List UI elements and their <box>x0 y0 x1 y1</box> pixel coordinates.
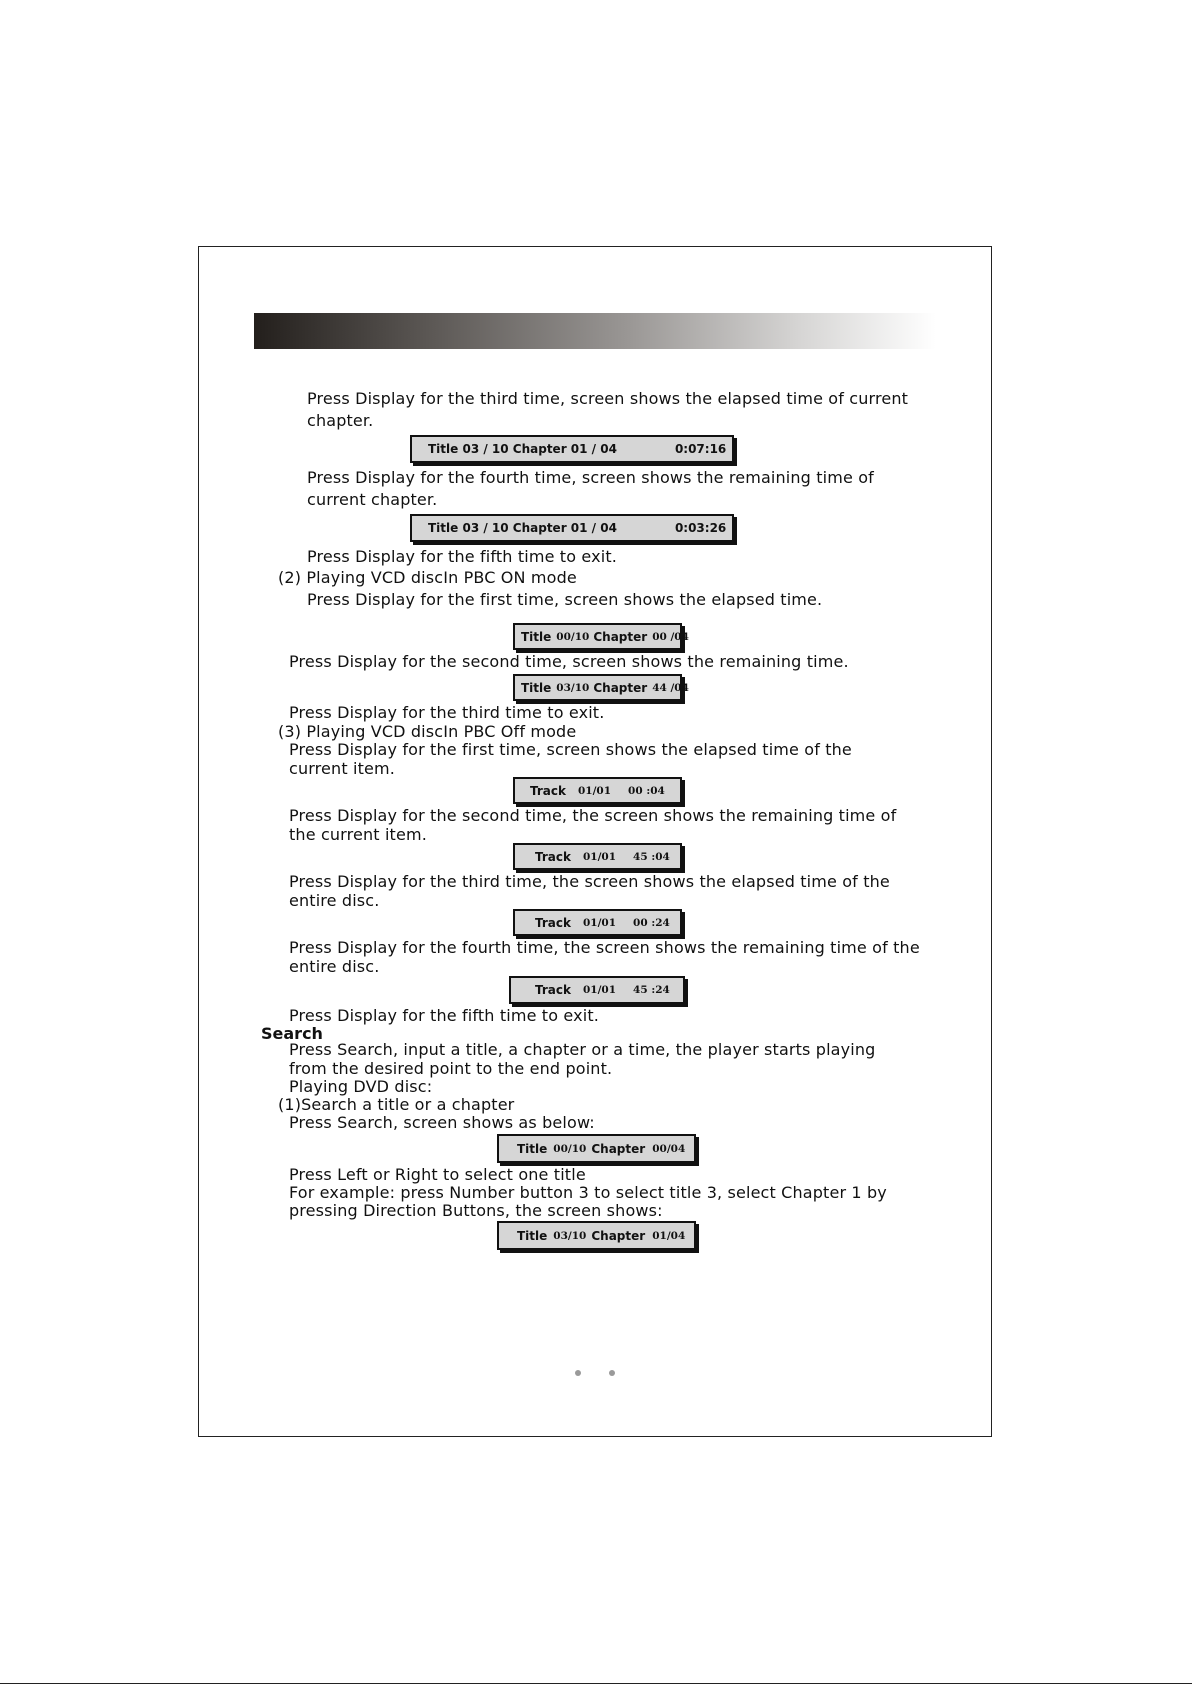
display-box-track-remaining-disc <box>509 976 685 1004</box>
display-title-label: Title <box>517 1141 548 1156</box>
display-box-track-remaining-item <box>513 843 682 870</box>
display-box-elapsed-chapter <box>410 435 734 463</box>
display-title-number: 03/10 <box>556 681 590 694</box>
display-chapter-label: Chapter <box>593 629 648 644</box>
paragraph-line: current chapter. <box>307 490 438 509</box>
paragraph-line: Press Display for the second time, screen shows the remaining time. <box>289 652 849 671</box>
display-box-search-selected <box>497 1221 696 1250</box>
display-box-track-elapsed-item <box>513 777 682 804</box>
display-track-number: 01/01 <box>582 916 617 929</box>
paragraph-line: chapter. <box>307 411 374 430</box>
display-chapter-number: 00 /04 <box>652 630 689 643</box>
display-chapter-number: 01/04 <box>652 1229 686 1242</box>
display-time: 0:03:26 <box>674 521 727 535</box>
display-time: 0:07:16 <box>674 442 727 456</box>
bottom-rule <box>0 1683 1192 1684</box>
display-track-number: 01/01 <box>577 784 612 797</box>
display-track-number: 01/01 <box>582 984 617 996</box>
display-label: Title 03 / 10 Chapter 01 / 04 <box>428 442 617 456</box>
paragraph-line: Press Search, input a title, a chapter or a time, the player starts playing <box>289 1040 876 1059</box>
paragraph-line: Press Display for the third time, the screen shows the elapsed time of the <box>289 872 890 891</box>
subsection-heading: (1)Search a title or a chapter <box>278 1095 515 1114</box>
paragraph-line: Press Display for the fifth time to exit. <box>289 1006 599 1025</box>
display-title-number: 00/10 <box>553 1142 587 1155</box>
display-track-time: 45 :24 <box>633 984 670 996</box>
display-track-label: Track <box>535 849 571 864</box>
paragraph-line: Press Display for the second time, the screen shows the remaining time of <box>289 806 897 825</box>
paragraph-line: Press Display for the third time, screen shows the elapsed time of current <box>307 389 909 408</box>
display-track-label: Track <box>535 915 571 930</box>
display-track-number: 01/01 <box>582 850 617 863</box>
display-box-track-elapsed-disc <box>513 909 682 936</box>
display-title-number: 00/10 <box>556 630 590 643</box>
display-chapter-label: Chapter <box>593 680 648 695</box>
paragraph-line: Press Left or Right to select one title <box>289 1165 586 1184</box>
paragraph-line: Press Display for the third time to exit. <box>289 703 605 722</box>
paragraph-line: current item. <box>289 759 395 778</box>
display-track-label: Track <box>535 983 571 997</box>
display-label: Title 03 / 10 Chapter 01 / 04 <box>428 521 617 535</box>
display-chapter-label: Chapter <box>591 1141 646 1156</box>
subsection-heading: (2) Playing VCD discIn PBC ON mode <box>278 568 577 587</box>
display-box-remaining-chapter <box>410 514 734 542</box>
display-chapter-number: 00/04 <box>652 1142 686 1155</box>
display-box-search-default <box>497 1134 696 1163</box>
display-chapter-number: 44 /04 <box>652 681 689 694</box>
paragraph-line: Press Display for the fifth time to exit. <box>307 547 617 566</box>
display-track-time: 45 :04 <box>633 850 670 863</box>
paragraph-line: from the desired point to the end point. <box>289 1059 613 1078</box>
display-title-number: 03/10 <box>553 1229 587 1242</box>
paragraph-line: the current item. <box>289 825 427 844</box>
page-number-dot <box>609 1370 615 1376</box>
display-title-label: Title <box>517 1228 548 1243</box>
display-track-time: 00 :04 <box>628 784 665 797</box>
display-title-label: Title <box>521 629 552 644</box>
display-track-label: Track <box>530 783 566 798</box>
header-gradient-bar <box>254 313 936 349</box>
display-box-vcd-remaining <box>513 674 689 701</box>
subsection-heading: (3) Playing VCD discIn PBC Off mode <box>278 722 577 741</box>
paragraph-line: entire disc. <box>289 891 380 910</box>
paragraph-line: entire disc. <box>289 957 380 976</box>
paragraph-line: Press Display for the fourth time, the screen shows the remaining time of the <box>289 938 920 957</box>
paragraph-line: Press Display for the fourth time, screen shows the remaining time of <box>307 468 874 487</box>
display-chapter-label: Chapter <box>591 1228 646 1243</box>
display-track-time: 00 :24 <box>633 916 670 929</box>
paragraph-line: Press Display for the first time, screen shows the elapsed time. <box>307 590 823 609</box>
paragraph-line: pressing Direction Buttons, the screen shows: <box>289 1201 663 1220</box>
paragraph-line: Press Search, screen shows as below: <box>289 1113 595 1132</box>
paragraph-line: Press Display for the first time, screen shows the elapsed time of the <box>289 740 852 759</box>
paragraph-line: For example: press Number button 3 to select title 3, select Chapter 1 by <box>289 1183 887 1202</box>
display-title-label: Title <box>521 680 552 695</box>
display-box-vcd-elapsed <box>513 623 689 650</box>
section-heading-search: Search <box>261 1024 323 1043</box>
paragraph-line: Playing DVD disc: <box>289 1077 433 1096</box>
page-number-dot <box>575 1370 581 1376</box>
